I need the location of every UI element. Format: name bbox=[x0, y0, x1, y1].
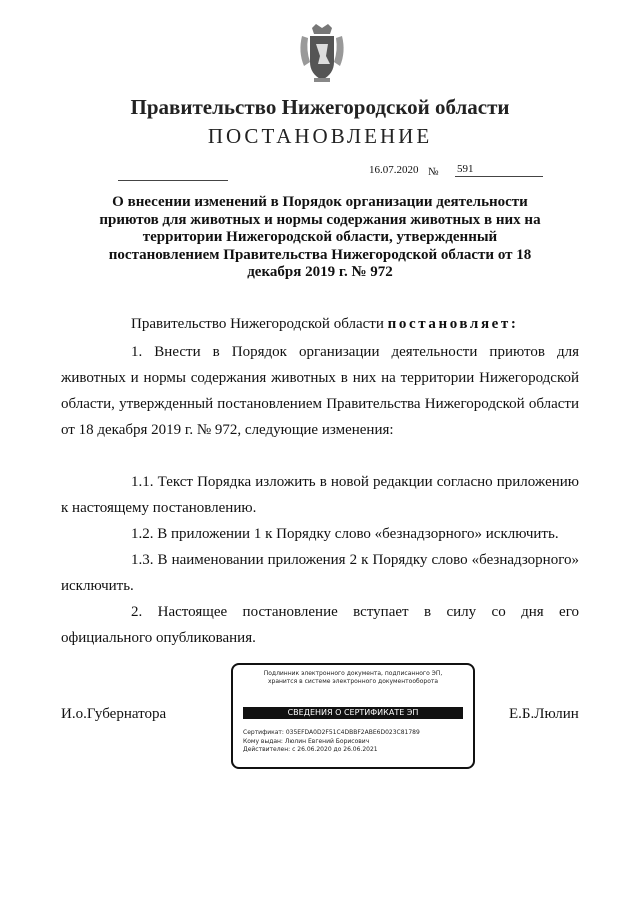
coat-of-arms-emblem bbox=[296, 22, 348, 86]
stamp-title-bar: СВЕДЕНИЯ О СЕРТИФИКАТЕ ЭП bbox=[243, 707, 463, 719]
paragraph-2: 2. Настоящее постановление вступает в силу со дня его официального опубликования. bbox=[61, 604, 579, 646]
paragraph-1-2: 1.2. В приложении 1 к Порядку слово «безнадзорного» исключить. bbox=[131, 526, 559, 542]
signatory-name: Е.Б.Люлин bbox=[509, 706, 579, 722]
intro-line bbox=[131, 316, 519, 333]
stamp-header-line-2: хранится в системе электронного документооборота bbox=[267, 678, 439, 685]
intro-decree-word: постановляет: bbox=[387, 316, 519, 332]
document-title: О внесении изменений в Порядок организации деятельности приютов для животных и нормы содержания животных в них на территории Нижегородской области, утвержденный постановлением Правительства Нижегородской области от 18 декабря 2019 г. № 972 bbox=[99, 194, 541, 280]
stamp-header-line-1: Подлинник электронного документа, подписанного ЭП, bbox=[263, 670, 443, 677]
certificate-validity: Действителен: с 26.06.2020 до 26.06.2021 bbox=[243, 746, 378, 753]
number-label: № bbox=[428, 166, 439, 178]
certificate-serial: Сертификат: 035EFDA0D2F51C4DBBF2ABE6D023C81789 bbox=[243, 729, 420, 736]
certificate-holder: Кому выдан: Люлин Евгений Борисович bbox=[243, 737, 370, 745]
government-name: Правительство Нижегородской области bbox=[130, 95, 510, 119]
stamp-details bbox=[243, 729, 420, 755]
signatory-position: И.о.Губернатора bbox=[61, 706, 167, 722]
paragraph-1-3: 1.3. В наименовании приложения 2 к Порядку слово «безнадзорного» исключить. bbox=[61, 552, 579, 594]
paragraph-1-1: 1.1. Текст Порядка изложить в новой редакции согласно приложению к настоящему постановлению. bbox=[61, 474, 579, 516]
document-number: 591 bbox=[455, 163, 543, 177]
date-blank-line bbox=[118, 180, 228, 181]
document-type: ПОСТАНОВЛЕНИЕ bbox=[207, 124, 433, 148]
e-signature-stamp bbox=[231, 663, 475, 769]
document-date: 16.07.2020 bbox=[369, 164, 419, 176]
stamp-header bbox=[233, 670, 473, 686]
paragraph-1: 1. Внести в Порядок организации деятельности приютов для животных и нормы содержания животных в них на территории Нижегородской области, утвержденный постановлением Правительства Нижегородской области от 18 декабря 2019 г. № 972, следующие изменения: bbox=[61, 344, 579, 438]
intro-text: Правительство Нижегородской области bbox=[131, 316, 388, 332]
